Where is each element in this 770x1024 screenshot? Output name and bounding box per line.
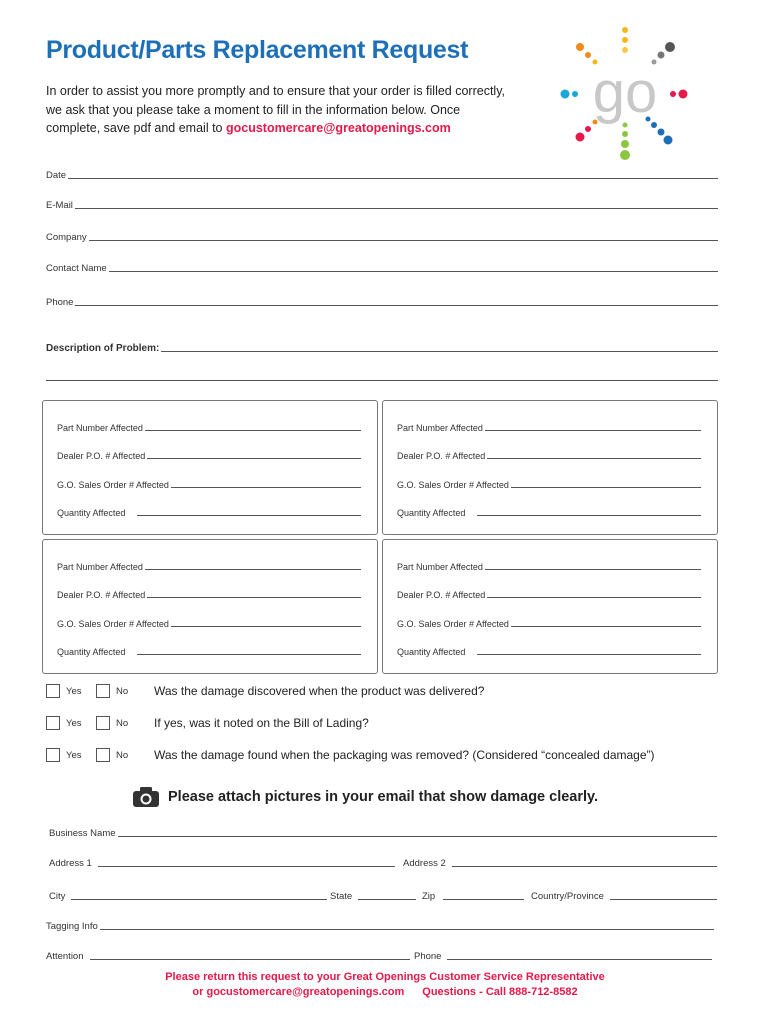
dealer-po-field[interactable] [397,590,701,600]
part-number-field[interactable] [57,562,361,572]
no-checkbox[interactable] [96,684,110,698]
address1-label: Address 1 [49,858,92,869]
date-field[interactable] [46,170,718,181]
dealer-po-label: Dealer P.O. # Affected [397,451,486,461]
sales-order-field[interactable] [397,480,701,490]
company-field[interactable] [46,232,718,243]
part-box-1 [42,400,378,535]
question-row-2 [46,716,369,730]
zip-label: Zip [422,891,436,902]
sales-order-line[interactable] [511,626,701,627]
yes-option[interactable] [46,748,96,762]
yes-checkbox[interactable] [46,748,60,762]
quantity-field[interactable] [397,508,701,518]
part-number-label: Part Number Affected [397,423,483,433]
yes-option[interactable] [46,716,96,730]
footer-questions: Questions - Call 888-712-8582 [422,986,578,998]
footer-line-2 [0,986,770,998]
country-field[interactable] [531,891,717,902]
part-box-4 [382,539,718,674]
quantity-line[interactable] [477,515,701,516]
quantity-field[interactable] [57,508,361,518]
email-field[interactable] [46,200,718,211]
quantity-label: Quantity Affected [57,647,126,657]
date-label: Date [46,170,67,181]
intro-line-3 [46,119,546,138]
business-name-field[interactable] [49,828,717,839]
intro-text [46,82,546,138]
no-label: No [116,717,129,729]
email-line[interactable] [75,208,718,209]
quantity-line[interactable] [477,654,701,655]
part-number-field[interactable] [397,423,701,433]
sales-order-field[interactable] [397,619,701,629]
state-field[interactable] [330,891,416,902]
footer-email[interactable]: or gocustomercare@greatopenings.com [192,986,405,998]
address2-line[interactable] [452,866,717,867]
quantity-label: Quantity Affected [57,508,126,518]
logo-wordmark: go [592,60,658,125]
question-1-text: Was the damage discovered when the product was delivered? [154,684,485,698]
contact-name-line[interactable] [109,271,718,272]
yes-label: Yes [66,685,82,697]
intro-line-1: In order to assist you more promptly and to ensure that your order is filled correctly, [46,84,505,98]
city-line[interactable] [71,899,327,900]
part-number-line[interactable] [485,430,701,431]
description-line-2[interactable] [46,380,718,381]
dealer-po-label: Dealer P.O. # Affected [57,451,146,461]
no-checkbox[interactable] [96,716,110,730]
description-label: Description of Problem: [46,343,160,354]
intro-email-link[interactable]: gocustomercare@greatopenings.com [225,121,451,135]
address1-line[interactable] [98,866,395,867]
phone-line[interactable] [75,305,718,306]
dealer-po-field[interactable] [57,451,361,461]
shipping-phone-label: Phone [414,951,442,962]
dealer-po-line[interactable] [147,458,361,459]
email-label: E-Mail [46,200,73,211]
yes-option[interactable] [46,684,96,698]
sales-order-label: G.O. Sales Order # Affected [57,619,169,629]
company-label: Company [46,232,87,243]
country-label: Country/Province [531,891,604,902]
part-number-line[interactable] [145,569,361,570]
company-line[interactable] [89,240,718,241]
dealer-po-field[interactable] [397,451,701,461]
part-box-3 [42,539,378,674]
sales-order-field[interactable] [57,619,361,629]
dealer-po-label: Dealer P.O. # Affected [397,590,486,600]
intro-line-2: we ask that you please take a moment to fill in the information below. Once [46,102,461,117]
contact-name-label: Contact Name [46,263,107,274]
part-number-line[interactable] [145,430,361,431]
address1-field[interactable] [49,858,395,869]
no-label: No [116,749,129,761]
country-line[interactable] [610,899,717,900]
part-number-label: Part Number Affected [57,423,143,433]
no-checkbox[interactable] [96,748,110,762]
state-label: State [330,891,353,902]
sales-order-field[interactable] [57,480,361,490]
no-option[interactable] [96,716,146,730]
quantity-label: Quantity Affected [397,508,466,518]
tagging-line[interactable] [100,929,714,930]
sales-order-label: G.O. Sales Order # Affected [57,480,169,490]
quantity-field[interactable] [57,647,361,657]
footer-line-1: Please return this request to your Great Openings Customer Service Representative [165,971,605,983]
phone-label: Phone [46,297,74,308]
photo-note [132,786,598,808]
part-number-label: Part Number Affected [57,562,143,572]
dealer-po-line[interactable] [147,597,361,598]
camera-icon [132,786,160,808]
attention-field[interactable] [46,951,410,962]
address2-field[interactable] [403,858,717,869]
page-title: Product/Parts Replacement Request [46,36,469,64]
part-number-label: Part Number Affected [397,562,483,572]
attention-label: Attention [46,951,84,962]
part-number-field[interactable] [397,562,701,572]
great-openings-logo [555,22,695,162]
photo-note-text: Please attach pictures in your email that show damage clearly. [168,789,599,805]
dealer-po-field[interactable] [57,590,361,600]
yes-checkbox[interactable] [46,716,60,730]
contact-name-field[interactable] [46,263,718,274]
yes-checkbox[interactable] [46,684,60,698]
phone-field[interactable] [46,297,718,308]
description-field[interactable] [46,343,718,354]
yes-label: Yes [66,749,82,761]
no-label: No [116,685,129,697]
description-line-1[interactable] [161,351,718,352]
zip-line[interactable] [443,899,524,900]
zip-field[interactable] [422,891,524,902]
sales-order-line[interactable] [171,626,361,627]
dealer-po-line[interactable] [487,597,701,598]
quantity-line[interactable] [137,654,361,655]
city-field[interactable] [49,891,327,902]
quantity-label: Quantity Affected [397,647,466,657]
question-row-1 [46,684,485,698]
question-row-3 [46,748,655,762]
sales-order-label: G.O. Sales Order # Affected [397,619,509,629]
city-label: City [49,891,66,902]
part-number-line[interactable] [485,569,701,570]
question-2-text: If yes, was it noted on the Bill of Lading? [154,716,369,730]
shipping-phone-field[interactable] [414,951,712,962]
dealer-po-line[interactable] [487,458,701,459]
quantity-field[interactable] [397,647,701,657]
sales-order-line[interactable] [171,487,361,488]
state-line[interactable] [358,899,416,900]
intro-line-3-text: complete, save pdf and email to [46,121,223,135]
question-3-text: Was the damage found when the packaging was removed? (Considered “concealed damage”) [154,748,655,762]
sales-order-line[interactable] [511,487,701,488]
tagging-field[interactable] [46,921,714,932]
quantity-line[interactable] [137,515,361,516]
part-number-field[interactable] [57,423,361,433]
tagging-label: Tagging Info [46,921,98,932]
yes-label: Yes [66,717,82,729]
business-name-line[interactable] [118,836,717,837]
dealer-po-label: Dealer P.O. # Affected [57,590,146,600]
address2-label: Address 2 [403,858,446,869]
shipping-phone-line[interactable] [447,959,712,960]
date-line[interactable] [68,178,718,179]
no-option[interactable] [96,684,146,698]
part-box-2 [382,400,718,535]
sales-order-label: G.O. Sales Order # Affected [397,480,509,490]
business-name-label: Business Name [49,828,116,839]
no-option[interactable] [96,748,146,762]
attention-line[interactable] [90,959,411,960]
